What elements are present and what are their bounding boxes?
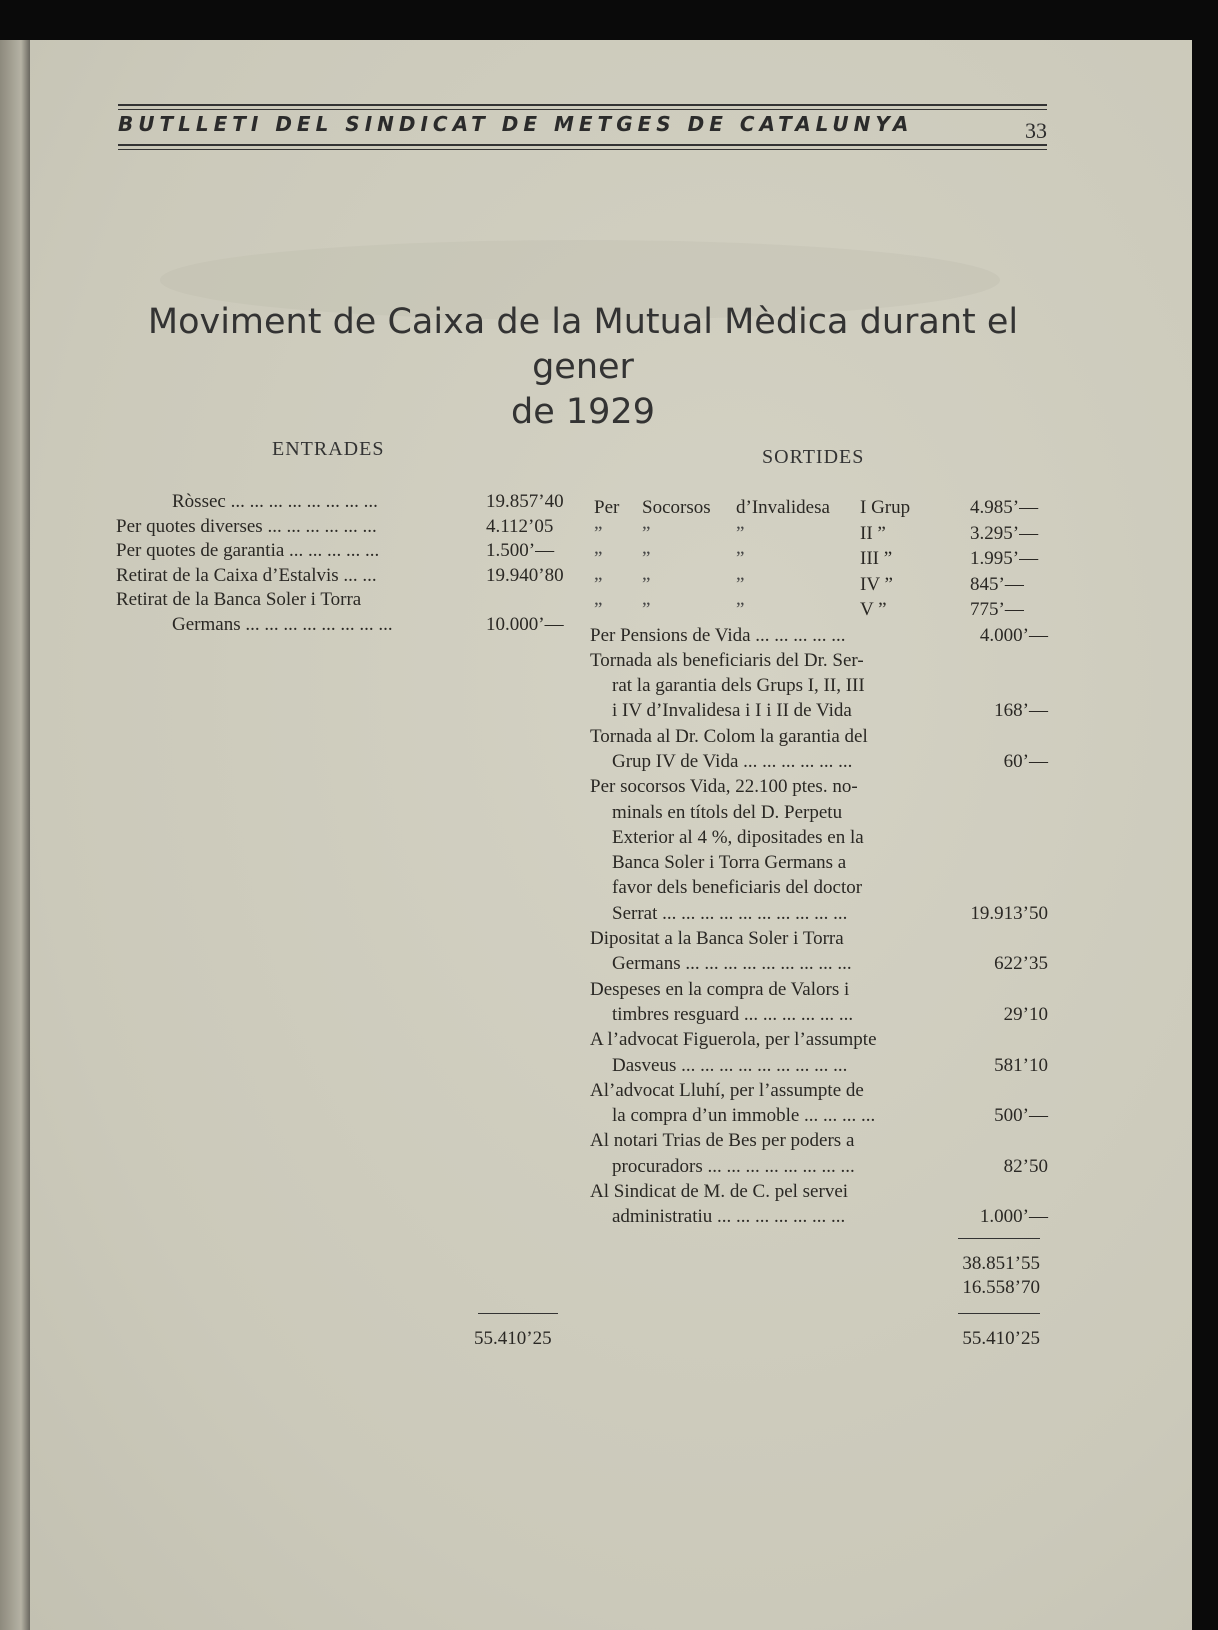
sortides-item <box>590 774 1050 926</box>
sortides-item <box>590 926 1050 977</box>
socorsos-row <box>590 572 1050 598</box>
page-shadow-edge <box>1192 40 1218 1630</box>
entrades-row <box>116 490 572 515</box>
sortides-items <box>590 623 1050 1230</box>
journal-title: BUTLLETI DEL SINDICAT DE METGES DE CATALUNYA <box>118 112 914 136</box>
sortides-item-text <box>590 648 930 724</box>
page-number: 33 <box>1025 118 1047 143</box>
entrades-total: 55.410’25 <box>474 1328 552 1349</box>
socorsos-value: 4.985’— <box>970 497 1039 518</box>
entrades-row-label: Per quotes diverses ... ... ... ... ... ... <box>116 515 377 537</box>
sortides-item-value: 82’50 <box>1003 1155 1048 1177</box>
socorsos-cell: ” <box>642 599 651 620</box>
sortides-item-text <box>590 977 930 1028</box>
sortides-item-line: Al Sindicat de M. de C. pel servei <box>590 1181 849 1203</box>
sortides-item-text <box>590 1078 930 1129</box>
entrades-row <box>116 564 572 589</box>
sortides-item-line: Serrat ... ... ... ... ... ... ... ... ... ... <box>612 902 848 924</box>
socorsos-value: 3.295’— <box>970 522 1039 544</box>
sortides-item-text <box>590 926 930 977</box>
sortides-item-line: i IV d’Invalidesa i I i II de Vida <box>612 700 852 722</box>
sortides-item <box>590 623 1050 648</box>
entrades-row-label: Germans ... ... ... ... ... ... ... ... <box>172 613 393 635</box>
sortides-item <box>590 724 1050 775</box>
sortides-item-line: Grup IV de Vida ... ... ... ... ... ... <box>612 750 853 772</box>
sortides-item-line: favor dels beneficiaris del doctor <box>612 877 863 899</box>
sortides-saldo: 16.558’70 <box>962 1277 1040 1298</box>
running-header <box>90 64 1047 154</box>
sortides-item-text <box>590 724 930 775</box>
entrades-row-value: 19.940’80 <box>486 564 564 586</box>
sortides-item-value: 622’35 <box>994 953 1048 975</box>
entrades-row-value: 10.000’— <box>486 613 564 635</box>
socorsos-group: III ” <box>860 548 893 569</box>
socorsos-row <box>590 597 1050 623</box>
socorsos-cell: ” <box>736 599 745 620</box>
sortides-item-line: la compra d’un immoble ... ... ... ... <box>612 1105 876 1127</box>
socorsos-value: 775’— <box>970 599 1024 620</box>
sortides-item-line: Tornada al Dr. Colom la garantia del <box>590 725 868 747</box>
socorsos-block <box>590 495 1050 623</box>
page-title-line-2: de 1929 <box>511 392 655 432</box>
entrades-row <box>116 539 572 564</box>
socorsos-cell: Socorsos <box>642 497 711 518</box>
socorsos-row <box>590 546 1050 572</box>
socorsos-cell: ” <box>642 522 651 544</box>
socorsos-cell: ” <box>594 522 603 544</box>
entrades-heading: ENTRADES <box>272 438 385 460</box>
sortides-item-line: Germans ... ... ... ... ... ... ... ... ... <box>612 953 852 975</box>
sortides-item-value: 581’10 <box>994 1054 1048 1076</box>
socorsos-group: IV ” <box>860 573 893 595</box>
sortides-total: 55.410’25 <box>962 1328 1040 1349</box>
socorsos-cell: ” <box>736 522 745 544</box>
sortides-total-rule <box>958 1313 1040 1314</box>
socorsos-value: 845’— <box>970 573 1024 595</box>
entrades-row-value: 1.500’— <box>486 540 555 561</box>
header-rule-top-thin <box>118 109 1047 110</box>
sortides-item-line: Dasveus ... ... ... ... ... ... ... ... ... <box>612 1054 848 1076</box>
sortides-item-text <box>590 1179 930 1230</box>
socorsos-cell: Per <box>594 497 620 518</box>
sortides-item-line: Exterior al 4 %, dipositades en la <box>612 826 864 848</box>
sortides-item-value: 29’10 <box>1003 1003 1048 1025</box>
sortides-item-line: Al’advocat Lluhí, per l’assumpte de <box>590 1079 864 1101</box>
adjacent-page-edge <box>0 40 30 1630</box>
sortides-item-line: Despeses en la compra de Valors i <box>590 978 850 1000</box>
header-rule-bottom <box>118 144 1047 146</box>
sortides-item-value: 19.913’50 <box>970 902 1048 924</box>
sortides-item-line: administratiu ... ... ... ... ... ... ... <box>612 1206 846 1228</box>
socorsos-group: V ” <box>860 599 887 620</box>
socorsos-cell: ” <box>594 599 603 620</box>
header-rule-top <box>118 104 1047 106</box>
sortides-item-line: Per socorsos Vida, 22.100 ptes. no- <box>590 776 858 798</box>
entrades-row-label: Retirat de la Banca Soler i Torra <box>116 589 362 610</box>
sortides-item-text <box>590 774 930 926</box>
entrades-row <box>116 613 572 638</box>
entrades-total-rule <box>478 1313 558 1314</box>
sortides-item-line: Banca Soler i Torra Germans a <box>612 852 847 874</box>
sortides-item <box>590 648 1050 724</box>
socorsos-cell: ” <box>736 548 745 569</box>
sortides-item-line: rat la garantia dels Grups I, II, III <box>612 675 865 697</box>
sortides-item-line: Al notari Trias de Bes per poders a <box>590 1130 855 1152</box>
socorsos-cell: ” <box>594 573 603 595</box>
socorsos-row <box>590 521 1050 547</box>
socorsos-cell: ” <box>594 548 603 569</box>
sortides-item-value: 500’— <box>994 1105 1048 1127</box>
sortides-item <box>590 1027 1050 1078</box>
entrades-row-value: 4.112’05 <box>486 515 554 537</box>
entrades-row <box>116 515 572 540</box>
sortides-item-text <box>590 1027 930 1078</box>
sortides-item-value: 4.000’— <box>979 624 1048 646</box>
page-title <box>100 300 1066 435</box>
sortides-item-line: A l’advocat Figuerola, per l’assumpte <box>590 1029 877 1051</box>
socorsos-cell: ” <box>642 573 651 595</box>
sortides-subtotal: 38.851’55 <box>962 1253 1040 1274</box>
header-rule-bottom-thin <box>118 149 1047 150</box>
sortides-item-line: Tornada als beneficiaris del Dr. Ser- <box>590 649 864 671</box>
sortides-item-line: Dipositat a la Banca Soler i Torra <box>590 928 844 950</box>
entrades-row-value: 19.857’40 <box>486 491 564 512</box>
sortides-item-line: timbres resguard ... ... ... ... ... ... <box>612 1003 854 1025</box>
socorsos-group: I Grup <box>860 497 911 518</box>
sortides-item-value: 168’— <box>994 700 1048 722</box>
sortides-subtotal-rule <box>958 1238 1040 1239</box>
entrades-row-label: Per quotes de garantia ... ... ... ... ... <box>116 540 380 561</box>
sortides-item <box>590 1128 1050 1179</box>
sortides-item-line: procuradors ... ... ... ... ... ... ... ... <box>612 1155 855 1177</box>
sortides-item <box>590 1179 1050 1230</box>
sortides-item-value: 1.000’— <box>979 1206 1048 1228</box>
sortides-item-text <box>590 1128 930 1179</box>
page-title-line-1: Moviment de Caixa de la Mutual Mèdica durant el gener <box>147 302 1019 387</box>
sortides-item <box>590 977 1050 1028</box>
socorsos-cell: ” <box>642 548 651 569</box>
entrades-row-label: Ròssec ... ... ... ... ... ... ... ... <box>172 491 378 512</box>
socorsos-group: II ” <box>860 522 886 544</box>
sortides-list <box>590 495 1050 1230</box>
sortides-item-value: 60’— <box>1003 750 1048 772</box>
socorsos-row <box>590 495 1050 521</box>
sortides-heading: SORTIDES <box>762 446 865 468</box>
sortides-item-text <box>590 623 930 648</box>
socorsos-cell: d’Invalidesa <box>736 497 830 518</box>
entrades-list <box>116 490 572 637</box>
socorsos-value: 1.995’— <box>970 548 1039 569</box>
entrades-row-label: Retirat de la Caixa d’Estalvis ... ... <box>116 564 377 586</box>
sortides-item <box>590 1078 1050 1129</box>
sortides-item-line: minals en títols del D. Perpetu <box>612 801 843 823</box>
entrades-row <box>116 588 572 613</box>
socorsos-cell: ” <box>736 573 745 595</box>
sortides-item-line: Per Pensions de Vida ... ... ... ... ... <box>590 624 846 646</box>
